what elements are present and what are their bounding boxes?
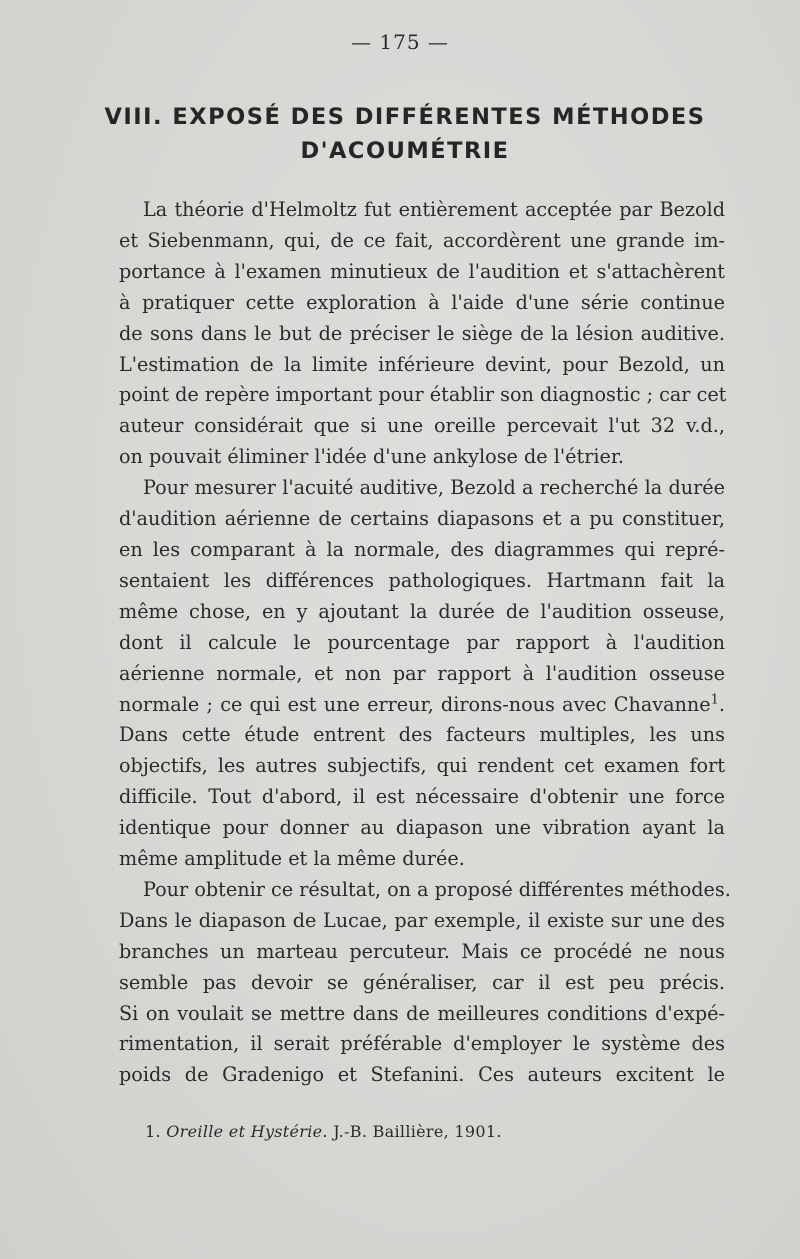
paragraph-2: [119, 473, 725, 875]
body-text: [119, 195, 731, 1091]
text-line: à pratiquer cette exploration à l'aide d'une série continue: [119, 290, 725, 314]
footnote-number: 1.: [145, 1122, 161, 1141]
footnote: [145, 1122, 502, 1141]
text-line: portance à l'examen minutieux de l'audition et s'attachèrent: [119, 259, 725, 283]
section-heading: [0, 100, 800, 168]
text-line: de sons dans le but de préciser le siège de la lésion auditive.: [119, 321, 725, 345]
paragraph-3: [119, 875, 731, 1091]
text-line: d'audition aérienne de certains diapasons et a pu constituer,: [119, 507, 725, 531]
paragraph-1: [119, 195, 725, 473]
text-line: en les comparant à la normale, des diagrammes qui repré-: [119, 537, 725, 561]
text-line: dont il calcule le pourcentage par rapport à l'audition: [119, 630, 725, 654]
text-line: poids de Gradenigo et Stefanini. Ces auteurs excitent le: [119, 1063, 725, 1087]
text-line: même chose, en y ajoutant la durée de l'audition osseuse,: [119, 599, 725, 623]
text-line: branches un marteau percuteur. Mais ce procédé ne nous: [119, 939, 725, 963]
text-line: Pour obtenir ce résultat, on a proposé différentes méthodes.: [143, 877, 731, 901]
text-line: difficile. Tout d'abord, il est nécessaire d'obtenir une force: [119, 785, 725, 809]
text-line: identique pour donner au diapason une vibration ayant la: [119, 816, 725, 840]
text-line: L'estimation de la limite inférieure devint, pour Bezold, un: [119, 352, 725, 376]
text-line: La théorie d'Helmoltz fut entièrement acceptée par Bezold: [143, 198, 725, 221]
page-number: — 175 —: [351, 30, 449, 54]
text-line: semble pas devoir se généraliser, car il est peu précis.: [119, 970, 725, 994]
text-line: objectifs, les autres subjectifs, qui rendent cet examen fort: [119, 754, 725, 778]
text-line-with-footnote: normale ; ce qui est une erreur, dirons-nous avec Chavanne$^1$.: [119, 692, 725, 716]
text-line: sentaient les différences pathologiques. Hartmann fait la: [119, 568, 725, 592]
text-line-content: normale ; ce qui est une erreur, dirons-nous avec Chavanne: [119, 692, 711, 716]
text-line: et Siebenmann, qui, de ce fait, accordèrent une grande im-: [119, 228, 725, 252]
text-line: Dans le diapason de Lucae, par exemple, il existe sur une des: [119, 908, 725, 932]
section-heading-line-1: VIII. EXPOSÉ DES DIFFÉRENTES MÉTHODES: [104, 104, 706, 130]
text-line: Pour mesurer l'acuité auditive, Bezold a recherché la durée: [143, 476, 725, 500]
text-line: auteur considérait que si une oreille percevait l'ut 32 v.d.,: [119, 414, 725, 438]
text-line: Dans cette étude entrent des facteurs multiples, les uns: [119, 723, 725, 747]
text-line: même amplitude et la même durée.: [119, 847, 465, 871]
text-line: aérienne normale, et non par rapport à l'audition osseuse: [119, 661, 725, 685]
footnote-title: Oreille et Hystérie.: [166, 1122, 328, 1141]
section-heading-line-2: D'ACOUMÉTRIE: [300, 138, 510, 164]
text-line: rimentation, il serait préférable d'employer le système des: [119, 1032, 725, 1056]
footnote-reference: 1: [710, 692, 719, 708]
footnote-publisher: J.-B. Baillière, 1901.: [333, 1122, 502, 1141]
text-line: on pouvait éliminer l'idée d'une ankylose de l'étrier.: [119, 445, 625, 469]
text-line: Si on voulait se mettre dans de meilleures conditions d'expé-: [119, 1001, 725, 1025]
text-line: point de repère important pour établir son diagnostic ; car cet: [119, 383, 727, 407]
